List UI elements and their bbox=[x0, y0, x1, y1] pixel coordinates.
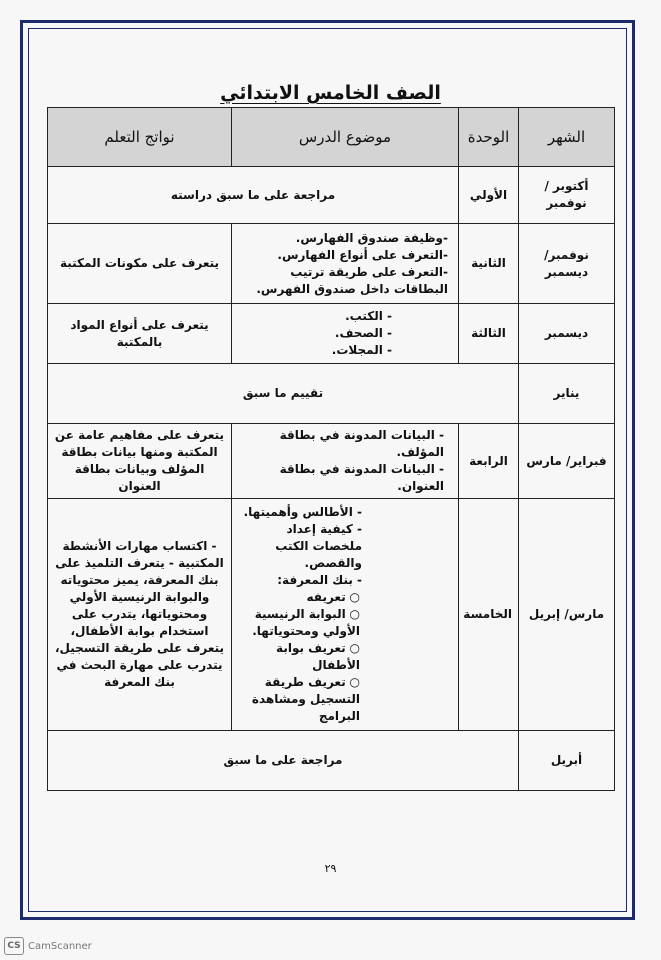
merged-cell: تقييم ما سبق bbox=[48, 364, 519, 424]
subtopic-item: ○ تعريفه bbox=[238, 589, 360, 606]
outcome-cell: يتعرف على أنواع المواد بالمكتبة bbox=[48, 304, 232, 364]
table-row bbox=[48, 499, 615, 731]
month-cell: أبريل bbox=[519, 731, 615, 791]
table-row bbox=[48, 167, 615, 224]
unit-cell: الثالثة bbox=[459, 304, 519, 364]
month-cell: مارس/ إبريل bbox=[519, 499, 615, 731]
topic-cell bbox=[232, 499, 459, 731]
table-row bbox=[48, 731, 615, 791]
topic-cell bbox=[232, 424, 459, 499]
merged-cell: مراجعة على ما سبق bbox=[48, 731, 519, 791]
subtopic-item: ○ البوابة الرنيسية الأولي ومحتوياتها. bbox=[238, 606, 360, 640]
topic-item: - البيانات المدونة في بطاقة المؤلف. bbox=[279, 428, 444, 459]
topic-item: - المجلات. bbox=[331, 343, 392, 357]
outcome-cell: يتعرف على مكونات المكتبة bbox=[48, 224, 232, 304]
curriculum-table bbox=[47, 107, 615, 791]
watermark-text: CamScanner bbox=[28, 940, 92, 952]
topic-item: - الكتب. bbox=[345, 309, 392, 323]
topic-item: -التعرف على طريقة ترتيب البطاقات داخل صندوق الفهرس. bbox=[256, 264, 448, 296]
topic-list bbox=[238, 308, 452, 359]
topic-list bbox=[238, 230, 452, 298]
page-number: ٢٩ bbox=[324, 862, 337, 875]
page-title: الصف الخامس الابتدائي bbox=[220, 82, 441, 104]
month-cell: فبراير/ مارس bbox=[519, 424, 615, 499]
month-cell: ديسمبر bbox=[519, 304, 615, 364]
merged-cell: مراجعة على ما سبق دراسته bbox=[48, 167, 459, 224]
topic-cell bbox=[232, 304, 459, 364]
unit-cell: الخامسة bbox=[459, 499, 519, 731]
topic-item: -التعرف على أنواع الفهارس. bbox=[277, 247, 448, 262]
topic-item: - كيفية إعداد ملخصات الكتب والقصص. bbox=[275, 522, 362, 570]
month-cell: أكتوبر / نوفمبر bbox=[519, 167, 615, 224]
subtopic-item: ○ تعريف بوابة الأطفال bbox=[238, 640, 360, 674]
scanner-watermark bbox=[4, 936, 92, 956]
topic-item: - بنك المعرفة: bbox=[277, 573, 362, 587]
table-row bbox=[48, 224, 615, 304]
header-outcomes: نواتج التعلم bbox=[48, 108, 232, 167]
unit-cell: الثانية bbox=[459, 224, 519, 304]
month-cell: يناير bbox=[519, 364, 615, 424]
camscanner-logo-icon: CS bbox=[4, 937, 24, 955]
topic-cell bbox=[232, 224, 459, 304]
subtopic-list bbox=[238, 589, 452, 725]
topic-list bbox=[238, 427, 452, 495]
header-topic: موضوع الدرس bbox=[232, 108, 459, 167]
month-cell: نوفمبر/ ديسمبر bbox=[519, 224, 615, 304]
table-row bbox=[48, 304, 615, 364]
unit-cell: الأولي bbox=[459, 167, 519, 224]
table-header-row bbox=[48, 108, 615, 167]
subtopic-item: ○ تعريف طريقة التسجيل ومشاهدة البرامج bbox=[238, 674, 360, 725]
table-row bbox=[48, 424, 615, 499]
topic-item: - البيانات المدونة في بطاقة العنوان. bbox=[279, 462, 444, 493]
unit-cell: الرابعة bbox=[459, 424, 519, 499]
header-month: الشهر bbox=[519, 108, 615, 167]
header-unit: الوحدة bbox=[459, 108, 519, 167]
topic-list bbox=[238, 504, 452, 589]
topic-item: - الصحف. bbox=[334, 326, 392, 340]
outcome-cell: - اكتساب مهارات الأنشطة المكتبية - يتعرف التلميذ على بنك المعرفة، يميز محتوياته والبوابة الرنيسية الأولي ومحتوياتها، يتدرب على استخدام بوابة الأطفال، يتعرف على طريقة التسجيل، يتدرب على مهارة البحث في بنك المعرفة bbox=[48, 499, 232, 731]
table-row bbox=[48, 364, 615, 424]
topic-item: -وظيفة صندوق الفهارس. bbox=[295, 230, 448, 245]
topic-item: - الأطالس وأهميتها. bbox=[243, 505, 362, 519]
outcome-cell: يتعرف على مفاهيم عامة عن المكتبة ومنها بيانات بطاقة المؤلف وبيانات بطاقة العنوان bbox=[48, 424, 232, 499]
